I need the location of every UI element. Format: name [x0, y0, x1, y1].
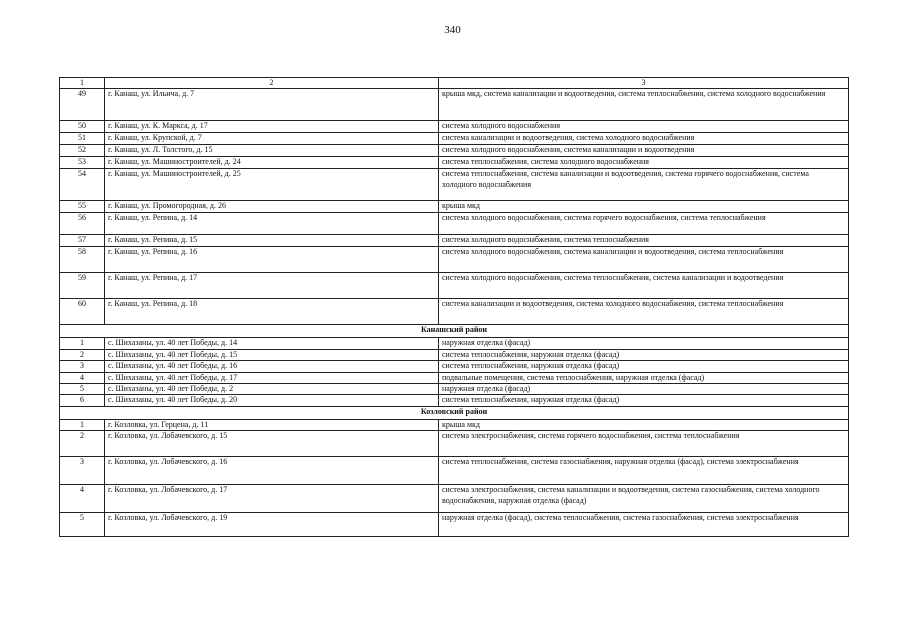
- address-cell: с. Шихазаны, ул. 40 лет Победы, д. 14: [105, 338, 439, 349]
- address-cell: с. Шихазаны, ул. 40 лет Победы, д. 16: [105, 361, 439, 372]
- work-types-cell: система холодного водоснабжения, система теплоснабжения, система канализации и водоотведения: [439, 273, 849, 299]
- work-types-cell: крыша мкд: [439, 419, 849, 430]
- address-cell: г. Канаш, ул. Ильича, д. 7: [105, 89, 439, 121]
- table-row: [60, 145, 849, 157]
- row-number: 3: [60, 457, 105, 485]
- row-number: 4: [60, 372, 105, 383]
- work-types-cell: система теплоснабжения, система газоснабжения, наружная отделка (фасад), система электроснабжения: [439, 457, 849, 485]
- row-number: 2: [60, 349, 105, 360]
- address-cell: г. Канаш, ул. Репина, д. 14: [105, 213, 439, 235]
- work-types-cell: система канализации и водоотведения, система холодного водоснабжения: [439, 133, 849, 145]
- address-cell: с. Шихазаны, ул. 40 лет Победы, д. 2: [105, 384, 439, 395]
- work-types-cell: крыша мкд, система канализации и водоотведения, система теплоснабжения, система холодного водоснабжения: [439, 89, 849, 121]
- address-cell: г. Канаш, ул. Л. Толстого, д. 15: [105, 145, 439, 157]
- table-row: [60, 349, 849, 360]
- column-number-2: 2: [105, 78, 439, 89]
- work-types-cell: система теплоснабжения, система канализации и водоотведения, система горячего водоснабжения, система холодного водоснабжения: [439, 169, 849, 201]
- work-types-cell: система теплоснабжения, наружная отделка (фасад): [439, 349, 849, 360]
- table-row: [60, 372, 849, 383]
- table-row: [60, 273, 849, 299]
- work-types-cell: система холодного водоснабжения, система теплоснабжения: [439, 235, 849, 247]
- row-number: 54: [60, 169, 105, 201]
- row-number: 60: [60, 299, 105, 325]
- work-types-cell: система холодного водоснабжения: [439, 121, 849, 133]
- row-number: 49: [60, 89, 105, 121]
- table-row: [60, 89, 849, 121]
- row-number: 56: [60, 213, 105, 235]
- table-row: [60, 419, 849, 430]
- work-types-cell: система теплоснабжения, система холодного водоснабжения: [439, 157, 849, 169]
- row-number: 5: [60, 513, 105, 537]
- address-cell: г. Козловка, ул. Лобачевского, д. 15: [105, 431, 439, 457]
- row-number: 1: [60, 419, 105, 430]
- address-cell: г. Канаш, ул. Репина, д. 17: [105, 273, 439, 299]
- row-number: 6: [60, 395, 105, 406]
- table-row: [60, 235, 849, 247]
- address-cell: г. Канаш, ул. Промогородная, д. 26: [105, 201, 439, 213]
- table-row: [60, 384, 849, 395]
- table-row: [60, 133, 849, 145]
- work-types-cell: наружная отделка (фасад), система теплоснабжения, система газоснабжения, система электроснабжения: [439, 513, 849, 537]
- district-heading-row: [60, 325, 849, 338]
- row-number: 52: [60, 145, 105, 157]
- address-cell: г. Козловка, ул. Лобачевского, д. 19: [105, 513, 439, 537]
- work-types-cell: крыша мкд: [439, 201, 849, 213]
- address-cell: г. Канаш, ул. Машиностроителей, д. 24: [105, 157, 439, 169]
- address-cell: г. Канаш, ул. Репина, д. 15: [105, 235, 439, 247]
- row-number: 53: [60, 157, 105, 169]
- row-number: 58: [60, 247, 105, 273]
- address-cell: с. Шихазаны, ул. 40 лет Победы, д. 15: [105, 349, 439, 360]
- table-row: [60, 485, 849, 513]
- column-numbers-row: [60, 78, 849, 89]
- table-row: [60, 247, 849, 273]
- table-row: [60, 431, 849, 457]
- address-cell: г. Канаш, ул. Крупской, д. 7: [105, 133, 439, 145]
- work-types-cell: система электроснабжения, система горячего водоснабжения, система теплоснабжения: [439, 431, 849, 457]
- district-heading: Козловский район: [60, 406, 849, 419]
- table-row: [60, 338, 849, 349]
- table-row: [60, 201, 849, 213]
- work-types-cell: система холодного водоснабжения, система канализации и водоотведения, система теплоснабжения: [439, 247, 849, 273]
- registry-table: [59, 77, 849, 537]
- district-heading-row: [60, 406, 849, 419]
- row-number: 50: [60, 121, 105, 133]
- work-types-cell: наружная отделка (фасад): [439, 338, 849, 349]
- row-number: 59: [60, 273, 105, 299]
- table-row: [60, 299, 849, 325]
- column-number-3: 3: [439, 78, 849, 89]
- address-cell: г. Козловка, ул. Герцена, д. 11: [105, 419, 439, 430]
- table-row: [60, 513, 849, 537]
- address-cell: г. Козловка, ул. Лобачевского, д. 17: [105, 485, 439, 513]
- row-number: 3: [60, 361, 105, 372]
- table-row: [60, 157, 849, 169]
- table-row: [60, 395, 849, 406]
- column-number-1: 1: [60, 78, 105, 89]
- row-number: 55: [60, 201, 105, 213]
- address-cell: г. Канаш, ул. Машиностроителей, д. 25: [105, 169, 439, 201]
- row-number: 51: [60, 133, 105, 145]
- table-row: [60, 457, 849, 485]
- table-row: [60, 361, 849, 372]
- address-cell: г. Канаш, ул. Репина, д. 18: [105, 299, 439, 325]
- table-row: [60, 169, 849, 201]
- row-number: 1: [60, 338, 105, 349]
- district-heading: Канашский район: [60, 325, 849, 338]
- work-types-cell: система холодного водоснабжения, система канализации и водоотведения: [439, 145, 849, 157]
- work-types-cell: система электроснабжения, система канализации и водоотведения, система газоснабжения, система холодного водоснабжения, наружная отделка (фасад): [439, 485, 849, 513]
- address-cell: г. Канаш, ул. Репина, д. 16: [105, 247, 439, 273]
- address-cell: г. Канаш, ул. К. Маркса, д. 17: [105, 121, 439, 133]
- table-row: [60, 121, 849, 133]
- address-cell: г. Козловка, ул. Лобачевского, д. 16: [105, 457, 439, 485]
- row-number: 57: [60, 235, 105, 247]
- address-cell: с. Шихазаны, ул. 40 лет Победы, д. 17: [105, 372, 439, 383]
- row-number: 5: [60, 384, 105, 395]
- table-row: [60, 213, 849, 235]
- row-number: 4: [60, 485, 105, 513]
- work-types-cell: система канализации и водоотведения, система холодного водоснабжения, система теплоснабжения: [439, 299, 849, 325]
- work-types-cell: система теплоснабжения, наружная отделка (фасад): [439, 395, 849, 406]
- page-number: 340: [444, 24, 461, 36]
- work-types-cell: наружная отделка (фасад): [439, 384, 849, 395]
- work-types-cell: система теплоснабжения, наружная отделка (фасад): [439, 361, 849, 372]
- address-cell: с. Шихазаны, ул. 40 лет Победы, д. 20: [105, 395, 439, 406]
- work-types-cell: подвальные помещения, система теплоснабжения, наружная отделка (фасад): [439, 372, 849, 383]
- row-number: 2: [60, 431, 105, 457]
- work-types-cell: система холодного водоснабжения, система горячего водоснабжения, система теплоснабжения: [439, 213, 849, 235]
